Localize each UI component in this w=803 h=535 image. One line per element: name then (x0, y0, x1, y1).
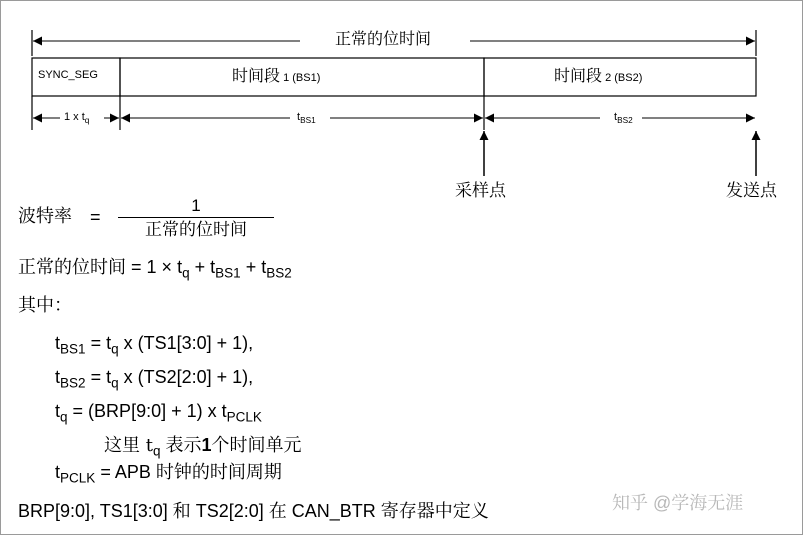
bs2-segment-label: 时间段 2 (BS2) (554, 68, 643, 85)
tbs1-formula: $t_{BS1} = t_q$ x (TS1[3:0] + 1), (55, 333, 254, 357)
sync-seg-label: SYNC_SEG (38, 69, 98, 81)
bs1-segment-label: 时间段 1 (BS1) (232, 68, 321, 85)
register-definition-note: BRP[9:0], TS1[3:0] 和 TS2[2:0] 在 CAN_BTR 寄存器中定义 (18, 501, 489, 521)
bs2-duration-label: $t_{BS2}$ (614, 111, 633, 125)
equals-sign: = (90, 207, 101, 227)
bit-time-formula: 正常的位时间 = $1 \times t_q + t_{BS1} + t_{BS2}$ (18, 257, 292, 281)
zhihu-watermark: 知乎 @学海无涯 (612, 493, 744, 513)
time-quantum-note: 这里 $t_q$ 表示1个时间单元 (104, 435, 302, 459)
baud-rate-label: 波特率 (18, 206, 72, 227)
fraction-bar (118, 217, 274, 218)
tpclk-formula: $t_{PCLK}$ = APB 时钟的时间周期 (55, 462, 282, 486)
fraction-denominator: 正常的位时间 (145, 220, 247, 239)
tbs2-formula: $t_{BS2} = t_q$ x (TS2[2:0] + 1), (55, 367, 254, 391)
baud-rate-fraction (118, 196, 274, 240)
where-label: 其中： (18, 295, 72, 316)
nominal-bit-time-label: 正常的位时间 (331, 32, 435, 48)
sync-duration-label: 1 x $t_q$ (64, 111, 90, 125)
transmit-point-label: 发送点 (726, 181, 777, 201)
bs1-duration-label: $t_{BS1}$ (297, 111, 316, 125)
sample-point-label: 采样点 (455, 181, 506, 201)
tq-formula: $t_q$ = (BRP[9:0] + 1) x $t_{PCLK}$ (55, 401, 262, 425)
fraction-numerator: 1 (191, 196, 201, 215)
